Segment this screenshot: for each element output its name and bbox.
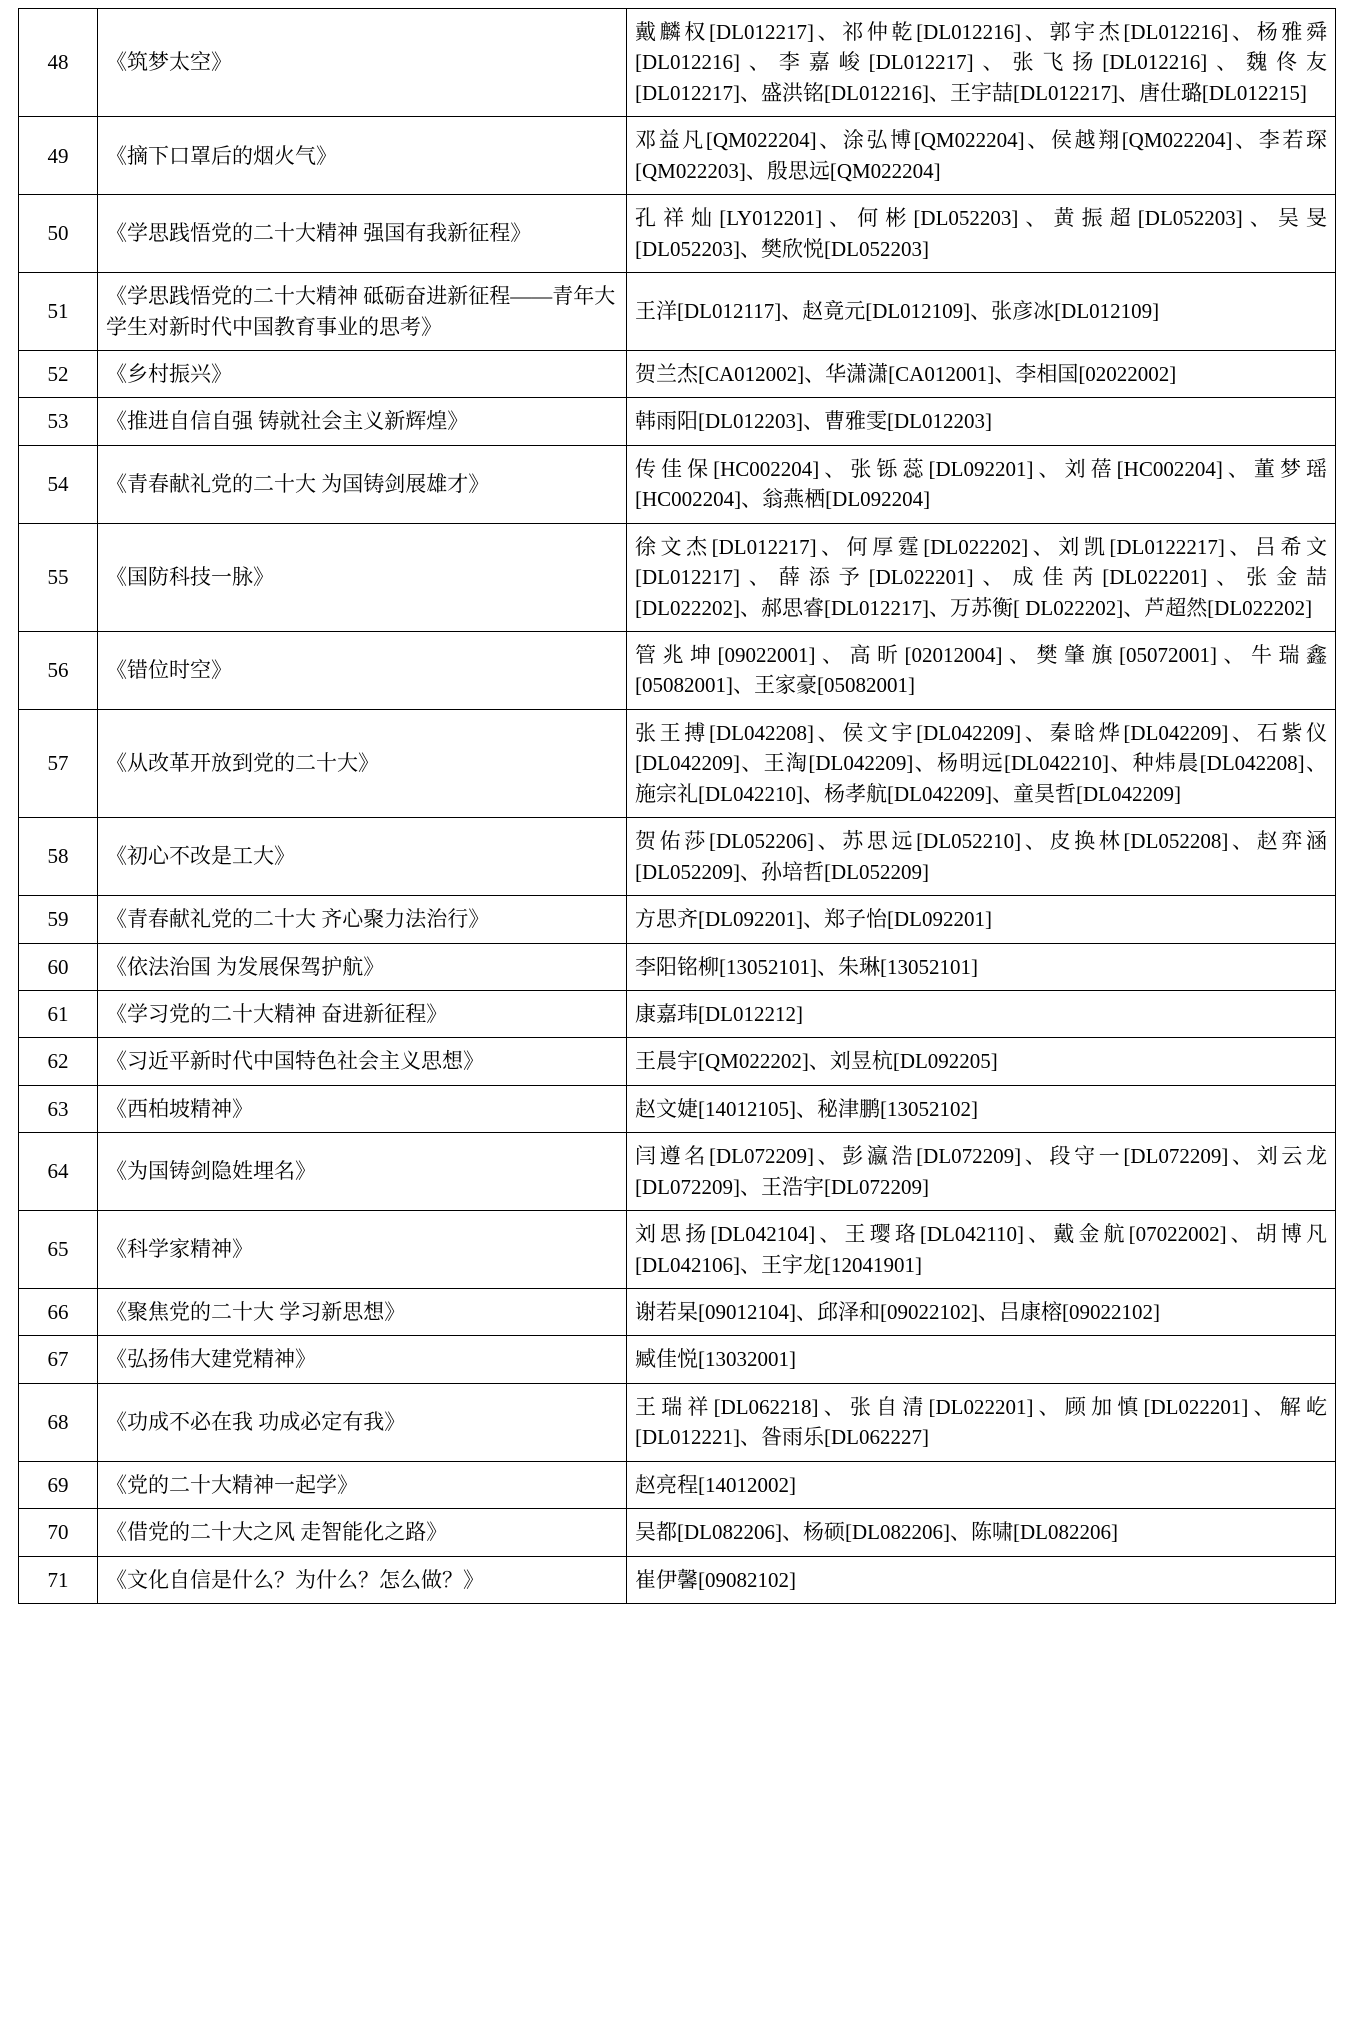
table-row <box>19 398 1336 445</box>
row-members: 赵亮程[14012002] <box>627 1461 1336 1508</box>
row-title: 《功成不必在我 功成必定有我》 <box>98 1383 627 1461</box>
row-index: 61 <box>19 990 98 1037</box>
row-members: 管兆坤[09022001]、高昕[02012004]、樊肇旗[05072001]、牛瑞鑫[05082001]、王家豪[05082001] <box>627 632 1336 710</box>
row-title: 《错位时空》 <box>98 632 627 710</box>
row-members: 赵文婕[14012105]、秘津鹏[13052102] <box>627 1085 1336 1132</box>
entry-table <box>18 8 1336 1604</box>
row-title: 《从改革开放到党的二十大》 <box>98 709 627 817</box>
row-title: 《依法治国 为发展保驾护航》 <box>98 943 627 990</box>
row-members: 徐文杰[DL012217]、何厚霆[DL022202]、刘凯[DL0122217]、吕希文[DL012217]、薛添予[DL022201]、成佳芮[DL022201]、张金喆[DL022202]、郝思睿[DL012217]、万苏衡[ DL022202]、芦超然[DL022202] <box>627 523 1336 631</box>
table-row <box>19 350 1336 397</box>
table-row <box>19 1383 1336 1461</box>
row-index: 55 <box>19 523 98 631</box>
row-title: 《乡村振兴》 <box>98 350 627 397</box>
table-row <box>19 9 1336 117</box>
row-index: 51 <box>19 273 98 351</box>
row-members: 孔祥灿[LY012201]、何彬[DL052203]、黄振超[DL052203]、吴旻[DL052203]、樊欣悦[DL052203] <box>627 195 1336 273</box>
table-row <box>19 896 1336 943</box>
row-title: 《党的二十大精神一起学》 <box>98 1461 627 1508</box>
row-members: 刘思扬[DL042104]、王璎珞[DL042110]、戴金航[07022002]、胡博凡[DL042106]、王宇龙[12041901] <box>627 1211 1336 1289</box>
row-title: 《推进自信自强 铸就社会主义新辉煌》 <box>98 398 627 445</box>
table-row <box>19 1289 1336 1336</box>
row-title: 《为国铸剑隐姓埋名》 <box>98 1133 627 1211</box>
row-members: 王洋[DL012117]、赵竟元[DL012109]、张彦冰[DL012109] <box>627 273 1336 351</box>
row-members: 方思齐[DL092201]、郑子怡[DL092201] <box>627 896 1336 943</box>
row-members: 韩雨阳[DL012203]、曹雅雯[DL012203] <box>627 398 1336 445</box>
row-members: 李阳铭柳[13052101]、朱琳[13052101] <box>627 943 1336 990</box>
row-index: 60 <box>19 943 98 990</box>
row-index: 66 <box>19 1289 98 1336</box>
row-members: 康嘉玮[DL012212] <box>627 990 1336 1037</box>
row-index: 54 <box>19 445 98 523</box>
table-row <box>19 273 1336 351</box>
table-row <box>19 195 1336 273</box>
row-index: 69 <box>19 1461 98 1508</box>
table-row <box>19 943 1336 990</box>
row-members: 戴麟权[DL012217]、祁仲乾[DL012216]、郭宇杰[DL012216]、杨雅舜[DL012216]、李嘉峻[DL012217]、张飞扬[DL012216]、魏佟友[DL012217]、盛洪铭[DL012216]、王宇喆[DL012217]、唐仕璐[DL012215] <box>627 9 1336 117</box>
row-index: 58 <box>19 818 98 896</box>
row-members: 谢若杲[09012104]、邱泽和[09022102]、吕康榕[09022102] <box>627 1289 1336 1336</box>
row-title: 《摘下口罩后的烟火气》 <box>98 117 627 195</box>
table-row <box>19 1556 1336 1603</box>
row-members: 王瑞祥[DL062218]、张自清[DL022201]、顾加慎[DL022201]、解屹[DL012221]、昝雨乐[DL062227] <box>627 1383 1336 1461</box>
row-title: 《弘扬伟大建党精神》 <box>98 1336 627 1383</box>
table-row <box>19 1461 1336 1508</box>
row-index: 68 <box>19 1383 98 1461</box>
row-title: 《习近平新时代中国特色社会主义思想》 <box>98 1038 627 1085</box>
table-row <box>19 1509 1336 1556</box>
row-title: 《文化自信是什么？为什么？怎么做？》 <box>98 1556 627 1603</box>
row-title: 《青春献礼党的二十大 为国铸剑展雄才》 <box>98 445 627 523</box>
row-title: 《借党的二十大之风 走智能化之路》 <box>98 1509 627 1556</box>
entry-table-body <box>19 9 1336 1604</box>
table-row <box>19 523 1336 631</box>
row-members: 传佳保[HC002204]、张铄蕊[DL092201]、刘蓓[HC002204]、董梦瑶[HC002204]、翁燕栖[DL092204] <box>627 445 1336 523</box>
row-index: 49 <box>19 117 98 195</box>
row-index: 62 <box>19 1038 98 1085</box>
row-index: 50 <box>19 195 98 273</box>
row-index: 59 <box>19 896 98 943</box>
row-members: 吴都[DL082206]、杨硕[DL082206]、陈啸[DL082206] <box>627 1509 1336 1556</box>
table-row <box>19 818 1336 896</box>
row-title: 《科学家精神》 <box>98 1211 627 1289</box>
row-index: 53 <box>19 398 98 445</box>
table-row <box>19 990 1336 1037</box>
row-members: 贺兰杰[CA012002]、华潇潇[CA012001]、李相国[02022002] <box>627 350 1336 397</box>
row-members: 闫遵名[DL072209]、彭瀛浩[DL072209]、段守一[DL072209]、刘云龙[DL072209]、王浩宇[DL072209] <box>627 1133 1336 1211</box>
row-members: 臧佳悦[13032001] <box>627 1336 1336 1383</box>
row-title: 《筑梦太空》 <box>98 9 627 117</box>
row-title: 《学思践悟党的二十大精神 砥砺奋进新征程——青年大学生对新时代中国教育事业的思考》 <box>98 273 627 351</box>
row-title: 《西柏坡精神》 <box>98 1085 627 1132</box>
row-index: 71 <box>19 1556 98 1603</box>
table-row <box>19 1133 1336 1211</box>
row-title: 《青春献礼党的二十大 齐心聚力法治行》 <box>98 896 627 943</box>
table-row <box>19 632 1336 710</box>
table-row <box>19 709 1336 817</box>
row-members: 王晨宇[QM022202]、刘昱杭[DL092205] <box>627 1038 1336 1085</box>
row-members: 张王搏[DL042208]、侯文宇[DL042209]、秦晗烨[DL042209]、石紫仪[DL042209]、王淘[DL042209]、杨明远[DL042210]、种炜晨[DL042208]、施宗礼[DL042210]、杨孝航[DL042209]、童昊哲[DL042209] <box>627 709 1336 817</box>
table-row <box>19 1211 1336 1289</box>
row-index: 63 <box>19 1085 98 1132</box>
table-row <box>19 1336 1336 1383</box>
row-title: 《初心不改是工大》 <box>98 818 627 896</box>
row-members: 贺佑莎[DL052206]、苏思远[DL052210]、皮换林[DL052208]、赵弈涵[DL052209]、孙培哲[DL052209] <box>627 818 1336 896</box>
row-index: 52 <box>19 350 98 397</box>
row-index: 64 <box>19 1133 98 1211</box>
table-row <box>19 117 1336 195</box>
table-row <box>19 1085 1336 1132</box>
row-index: 57 <box>19 709 98 817</box>
row-index: 70 <box>19 1509 98 1556</box>
row-index: 56 <box>19 632 98 710</box>
row-title: 《学思践悟党的二十大精神 强国有我新征程》 <box>98 195 627 273</box>
row-title: 《聚焦党的二十大 学习新思想》 <box>98 1289 627 1336</box>
row-index: 65 <box>19 1211 98 1289</box>
row-members: 邓益凡[QM022204]、涂弘博[QM022204]、侯越翔[QM022204]、李若琛[QM022203]、殷思远[QM022204] <box>627 117 1336 195</box>
row-title: 《学习党的二十大精神 奋进新征程》 <box>98 990 627 1037</box>
row-members: 崔伊馨[09082102] <box>627 1556 1336 1603</box>
table-row <box>19 445 1336 523</box>
row-index: 48 <box>19 9 98 117</box>
row-title: 《国防科技一脉》 <box>98 523 627 631</box>
table-row <box>19 1038 1336 1085</box>
row-index: 67 <box>19 1336 98 1383</box>
